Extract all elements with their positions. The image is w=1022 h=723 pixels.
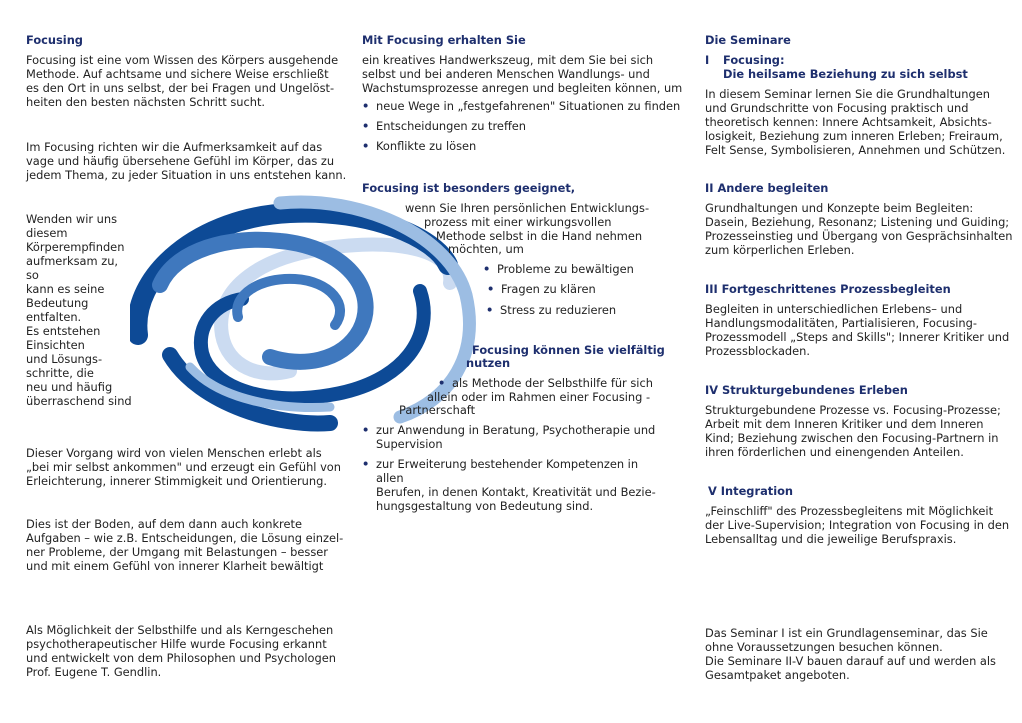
list-item: • Fragen zu klären xyxy=(487,282,596,296)
focusing-body-sense: Wenden wir uns diesem Körperempfinden aufmerksam zu, so kann es seine Bedeutung entfalten. Es entstehen Einsichten und Lösungs- schritte, die neu und häufig überraschend sind xyxy=(26,212,132,408)
focusing-title: Focusing xyxy=(26,33,83,47)
list-item: • Stress zu reduzieren xyxy=(486,303,616,317)
focusing-intro: Focusing ist eine vom Wissen des Körpers ausgehende Methode. Auf achtsame und sichere Weise erschließt es den Ort in uns selbst, der bei Fragen und Ungelöst- heiten den besten nächsten Schritt sucht. xyxy=(26,53,339,109)
focusing-attention: Im Focusing richten wir die Aufmerksamkeit auf das vage und häufig übersehene Gefühl im Körper, das zu jedem Thema, zu jeder Situation in uns entstehen kann. xyxy=(26,140,347,182)
seminar-1-title: Focusing: xyxy=(723,53,785,67)
benefits-list xyxy=(362,99,680,153)
uses-list xyxy=(362,423,662,513)
spiral-arm-mid-inner xyxy=(237,279,340,325)
suitability-line: möchten, um xyxy=(448,242,524,256)
list-item: • neue Wege in „festgefahrenen" Situationen zu finden xyxy=(362,99,680,113)
suitability-title: Focusing ist besonders geeignet, xyxy=(362,181,576,195)
list-item: • Probleme zu bewältigen xyxy=(483,262,634,276)
seminar-2-text: Grundhaltungen und Konzepte beim Begleiten: Dasein, Beziehung, Resonanz; Listening und Guiding; Prozesseinstieg und Übergang von Gesprächsinhalten zum körperlichen Erleben. xyxy=(705,201,1013,257)
benefits-intro: ein kreatives Handwerkszeug, mit dem Sie bei sich selbst und bei anderen Menschen Wandlungs- und Wachstumsprozesse anregen und begleiten können, um xyxy=(362,53,683,95)
seminar-3-text: Begleiten in unterschiedlichen Erlebens– und Handlungsmodalitäten, Partialisieren, Focusing- Prozessmodell „Steps and Skills"; Innerer Kritiker und Prozessblockaden. xyxy=(705,302,1010,358)
list-item: • als Methode der Selbsthilfe für sich xyxy=(438,376,653,390)
seminar-2-title: II Andere begleiten xyxy=(705,181,829,195)
seminars-title: Die Seminare xyxy=(705,33,791,47)
suitability-list xyxy=(483,262,634,282)
suitability-list-2 xyxy=(487,282,596,296)
focusing-ground: Dies ist der Boden, auf dem dann auch konkrete Aufgaben – wie z.B. Entscheidungen, die Lösung einzel- ner Probleme, der Umgang mit Belastungen – besser und mit einem Gefühl von innerer Klarheit bewältigt xyxy=(26,517,344,573)
seminar-1-subtitle: Die heilsame Beziehung zu sich selbst xyxy=(723,67,968,81)
suitability-line: wenn Sie Ihren persönlichen Entwicklungs- xyxy=(405,201,650,215)
uses-title-b: nutzen xyxy=(466,356,511,370)
seminar-5-title: V Integration xyxy=(708,484,794,498)
uses-title-a: Focusing können Sie vielfältig xyxy=(472,343,665,357)
seminar-1-text: In diesem Seminar lernen Sie die Grundhaltungen und Grundschritte von Focusing praktisch und theoretisch kennen: Innere Achtsamkeit, Absichts- losigkeit, Beziehung zum inneren Erleben; Freiraum, Felt Sense, Symbolisieren, Annehmen und Schützen. xyxy=(705,87,1006,157)
uses-line: allein oder im Rahmen einer Focusing - xyxy=(427,390,651,404)
seminar-1-number: I xyxy=(705,53,710,67)
seminar-5-text: „Feinschliff" des Prozessbegleitens mit Möglichkeit der Live-Supervision; Integration von Focusing in den Lebensalltag und die jeweilige Berufspraxis. xyxy=(705,504,1010,546)
uses-list-first xyxy=(438,376,653,390)
suitability-line: Methode selbst in die Hand nehmen xyxy=(436,229,643,243)
suitability-list-3 xyxy=(486,303,616,317)
list-item: • Konflikte zu lösen xyxy=(362,139,680,153)
suitability-line: prozess mit einer wirkungsvollen xyxy=(424,215,612,229)
list-item: • zur Erweiterung bestehender Kompetenzen in allen Berufen, in denen Kontakt, Kreativität und Bezie- hungsgestaltung von Bedeutung sind. xyxy=(362,457,662,513)
seminar-4-title: IV Strukturgebundenes Erleben xyxy=(705,383,908,397)
seminar-3-title: III Fortgeschrittenes Prozessbegleiten xyxy=(705,282,951,296)
seminars-footer: Das Seminar I ist ein Grundlagenseminar, das Sie ohne Voraussetzungen besuchen können. Die Seminare II-V bauen darauf auf und werden als Gesamtpaket angeboten. xyxy=(705,626,996,682)
list-item: • zur Anwendung in Beratung, Psychotherapie und Supervision xyxy=(362,423,662,451)
list-item: • Entscheidungen zu treffen xyxy=(362,119,680,133)
focusing-origin: Als Möglichkeit der Selbsthilfe und als Kerngeschehen psychotherapeutischer Hilfe wurde Focusing erkannt und entwickelt von dem Philosophen und Psychologen Prof. Eugene T. Gendlin. xyxy=(26,623,336,679)
uses-line: Partnerschaft xyxy=(399,403,476,417)
focusing-arrival: Dieser Vorgang wird von vielen Menschen erlebt als „bei mir selbst ankommen" und erzeugt ein Gefühl von Erleichterung, innerer Stimmigkeit und Orientierung. xyxy=(26,446,341,488)
seminar-4-text: Strukturgebundene Prozesse vs. Focusing-Prozesse; Arbeit mit dem Inneren Kritiker und dem Inneren Kind; Beziehung zwischen den Focusing-Partnern in ihren förderlichen und einengenden Anteilen. xyxy=(705,403,1001,459)
benefits-title: Mit Focusing erhalten Sie xyxy=(362,33,526,47)
